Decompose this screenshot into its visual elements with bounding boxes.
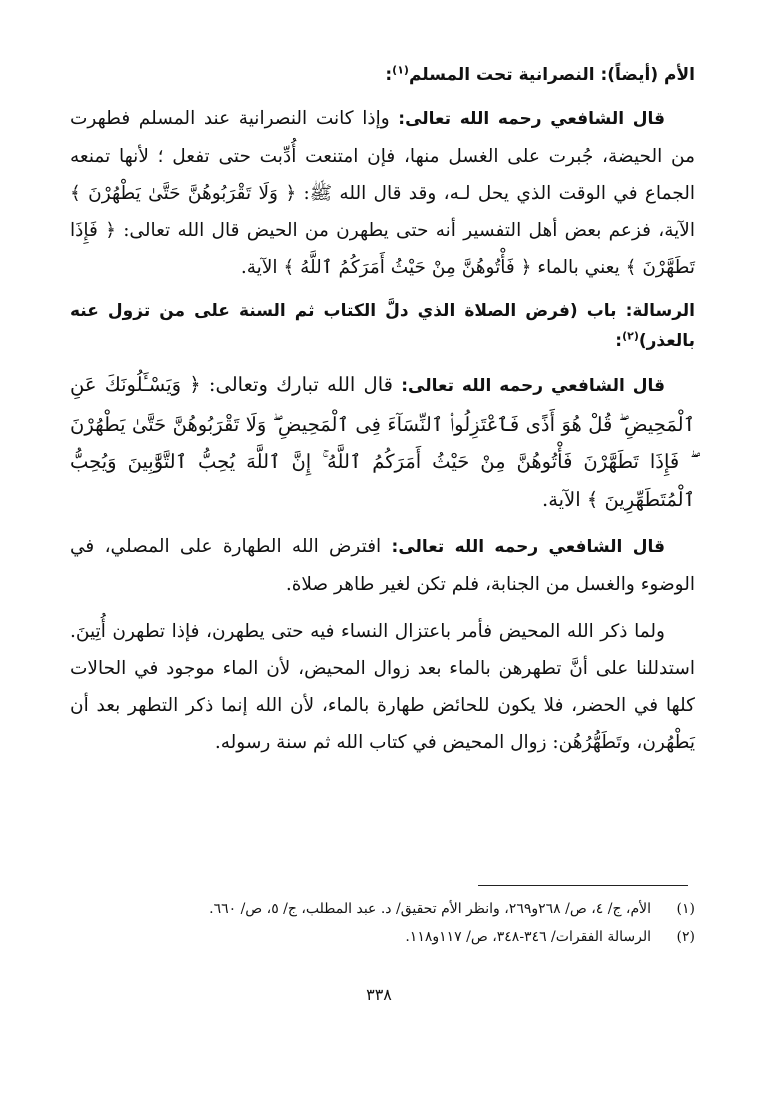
paragraph-shafii-2 <box>70 366 695 518</box>
paragraph-shafii-3 <box>70 528 695 603</box>
footnotes <box>70 895 695 951</box>
footnote-ref-2: (٢) <box>622 329 639 343</box>
paragraph-shafii-1 <box>70 100 695 286</box>
section-heading-risala <box>70 296 695 356</box>
heading-colon: : <box>385 65 393 85</box>
paragraph-lead: قال الشافعي رحمه الله تعالى: <box>391 537 665 557</box>
footnote-number: (١) <box>676 901 695 917</box>
heading-text: الرسالة: باب (فرض الصلاة الذي دلَّ الكتاب ثم السنة على من تزول عنه بالعذر) <box>70 301 695 351</box>
paragraph-lead: قال الشافعي رحمه الله تعالى: <box>398 109 665 129</box>
paragraph-text: ولما ذكر الله المحيض فأمر باعتزال النساء فيه حتى يطهرن، فإذا تطهرن أُتِينَ. استدللنا على أنَّ تطهرهن بالماء بعد زوال المحيض، لأن الماء موجود في الحالات كلها في الحضر، فلا يكون للحائض طهارة بالماء، لأن الله إنما ذكر التطهر بعد أن يَطْهُرن، وتَطَهُّرُهُن: زوال المحيض في كتاب الله ثم سنة رسوله. <box>70 621 695 753</box>
page-body <box>70 60 695 771</box>
footnote-ref-1: (١) <box>392 63 409 77</box>
paragraph-text: قال الله تبارك وتعالى: ﴿ وَيَسْـَٔلُونَكَ عَنِ ٱلْمَحِيضِ ۖ قُلْ هُوَ أَذًى فَٱعْتَزِلُوا۟ ٱلنِّسَآءَ فِى ٱلْمَحِيضِ ۖ وَلَا تَقْرَبُوهُنَّ حَتَّىٰ يَطْهُرْنَ ۖ فَإِذَا تَطَهَّرْنَ فَأْتُوهُنَّ مِنْ حَيْثُ أَمَرَكُمُ ٱللَّهُ ۚ إِنَّ ٱللَّهَ يُحِبُّ ٱلتَّوَّٰبِينَ وَيُحِبُّ ٱلْمُتَطَهِّرِينَ ﴾ الآية. <box>70 373 695 511</box>
footnote-text: الرسالة الفقرات/ ٣٤٦-٣٤٨، ص/ ١١٧و١١٨. <box>405 929 651 945</box>
footnote-item <box>70 923 695 951</box>
footnote-item <box>70 895 695 923</box>
paragraph-text: افترض الله الطهارة على المصلي، في الوضوء والغسل من الجنابة، فلم تكن لغير طاهر صلاة. <box>70 536 695 595</box>
paragraph-menstruation <box>70 613 695 761</box>
section-heading-umm <box>70 60 695 90</box>
footnote-divider <box>478 885 688 886</box>
page-number: ٣٣٨ <box>366 985 392 1004</box>
heading-text: الأم (أيضاً): النصرانية تحت المسلم <box>408 65 695 85</box>
heading-colon: : <box>615 331 623 351</box>
footnote-text: الأم، ج/ ٤، ص/ ٢٦٨و٢٦٩، وانظر الأم تحقيق/ د. عبد المطلب، ج/ ٥، ص/ ٦٦٠. <box>209 901 651 917</box>
paragraph-text: وإذا كانت النصرانية عند المسلم فطهرت من الحيضة، جُبرت على الغسل منها، فإن امتنعت أُدِّبت حتى تفعل ؛ لأنها تمنعه الجماع في الوقت الذي يحل لـه، وقد قال الله ﷺ: ﴿ وَلَا تَقْرَبُوهُنَّ حَتَّىٰ يَطْهُرْنَ ﴾ الآية، فزعم بعض أهل التفسير أنه حتى يطهرن من الحيض قال الله تعالى: ﴿ فَإِذَا تَطَهَّرْنَ ﴾ يعني بالماء ﴿ فَأْتُوهُنَّ مِنْ حَيْثُ أَمَرَكُمُ ٱللَّهُ ﴾ الآية. <box>70 108 695 278</box>
paragraph-lead: قال الشافعي رحمه الله تعالى: <box>401 376 665 396</box>
footnote-number: (٢) <box>676 929 695 945</box>
